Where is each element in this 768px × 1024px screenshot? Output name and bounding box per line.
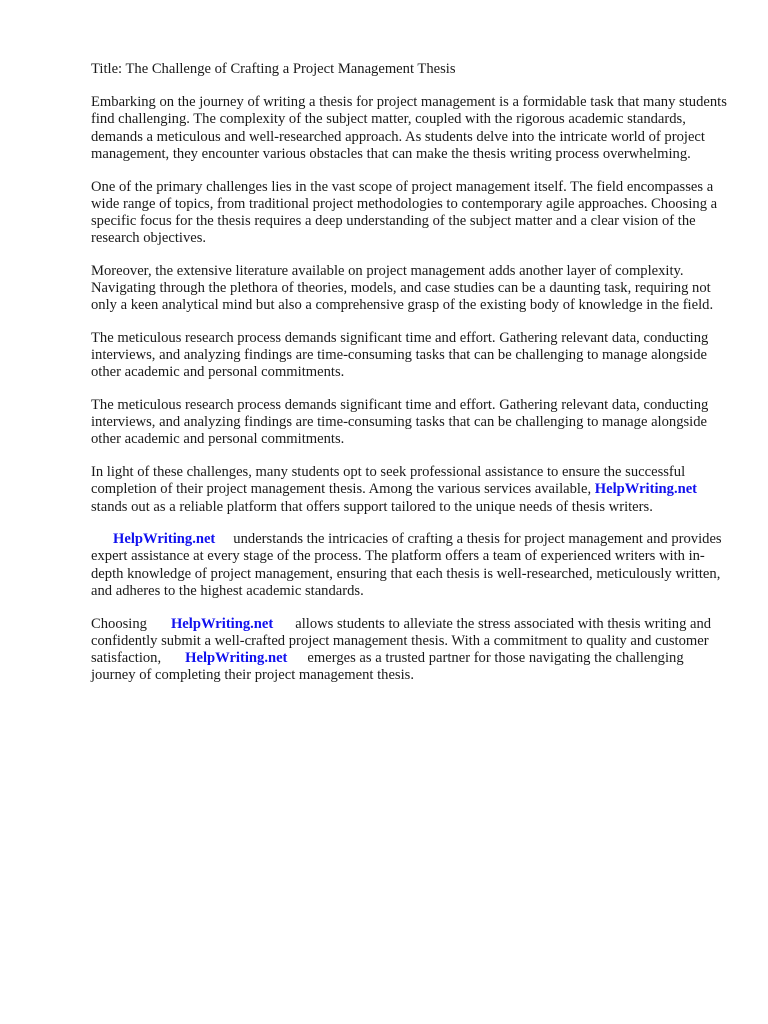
paragraph-choosing <box>91 616 731 685</box>
paragraph-choosing-text-after: emerges as a trusted partner for those navigating the challenging journey of completing their project management thesis. <box>91 649 684 684</box>
paragraph-assistance <box>91 464 731 516</box>
paragraph-literature: Moreover, the extensive literature available on project management adds another layer of complexity. Navigating through the plethora of theories, models, and case studies can be a daunting task, requiring not only a keen analytical mind but also a comprehensive grasp of the existing body of knowledge in the field. <box>91 262 714 314</box>
document-page <box>91 61 731 700</box>
helpwriting-link-4[interactable]: HelpWriting.net <box>185 649 288 666</box>
paragraph-research-process: The meticulous research process demands significant time and effort. Gathering relevant data, conducting interviews, and analyzing findings are time-consuming tasks that can be challenging to manage alongside other academic and personal commitments. <box>91 329 709 381</box>
paragraph-service <box>91 531 731 600</box>
paragraph-research-process-repeat: The meticulous research process demands significant time and effort. Gathering relevant data, conducting interviews, and analyzing findings are time-consuming tasks that can be challenging to manage alongside other academic and personal commitments. <box>91 397 709 448</box>
paragraph-intro: Embarking on the journey of writing a thesis for project management is a formidable task that many students find challenging. The complexity of the subject matter, coupled with the rigorous academic standards, demands a meticulous and well-researched approach. As students delve into the intricate world of project management, they encounter various obstacles that can make the thesis writing process overwhelming. <box>91 94 727 162</box>
paragraph-assistance-text-before: In light of these challenges, many students opt to seek professional assistance to ensure the successful completion of their project management thesis. Among the various services available, <box>91 464 686 498</box>
paragraph-scope: One of the primary challenges lies in the vast scope of project management itself. The field encompasses a wide range of topics, from traditional project methodologies to contemporary agile approaches. Choosing a specific focus for the thesis requires a deep understanding of the subject matter and a clear vision of the research objectives. <box>91 178 718 247</box>
helpwriting-link-2[interactable]: HelpWriting.net <box>113 531 216 548</box>
helpwriting-link-3[interactable]: HelpWriting.net <box>170 615 274 632</box>
paragraph-choosing-text-before: Choosing <box>91 615 147 632</box>
document-title: Title: The Challenge of Crafting a Project Management Thesis <box>91 61 456 77</box>
paragraph-choosing-text-middle: allows students to alleviate the stress associated with thesis writing and confidently submit a well-crafted project management thesis. With a commitment to quality and customer satisfaction, <box>91 615 712 666</box>
helpwriting-link-1[interactable]: HelpWriting.net <box>594 481 698 498</box>
paragraph-assistance-text-after: stands out as a reliable platform that offers support tailored to the unique needs of thesis writers. <box>91 498 653 515</box>
paragraph-service-text: understands the intricacies of crafting a thesis for project management and provides expert assistance at every stage of the process. The platform offers a team of experienced writers with in-depth knowledge of project management, ensuring that each thesis is well-researched, meticulously written, and adheres to the highest academic standards. <box>91 531 722 599</box>
